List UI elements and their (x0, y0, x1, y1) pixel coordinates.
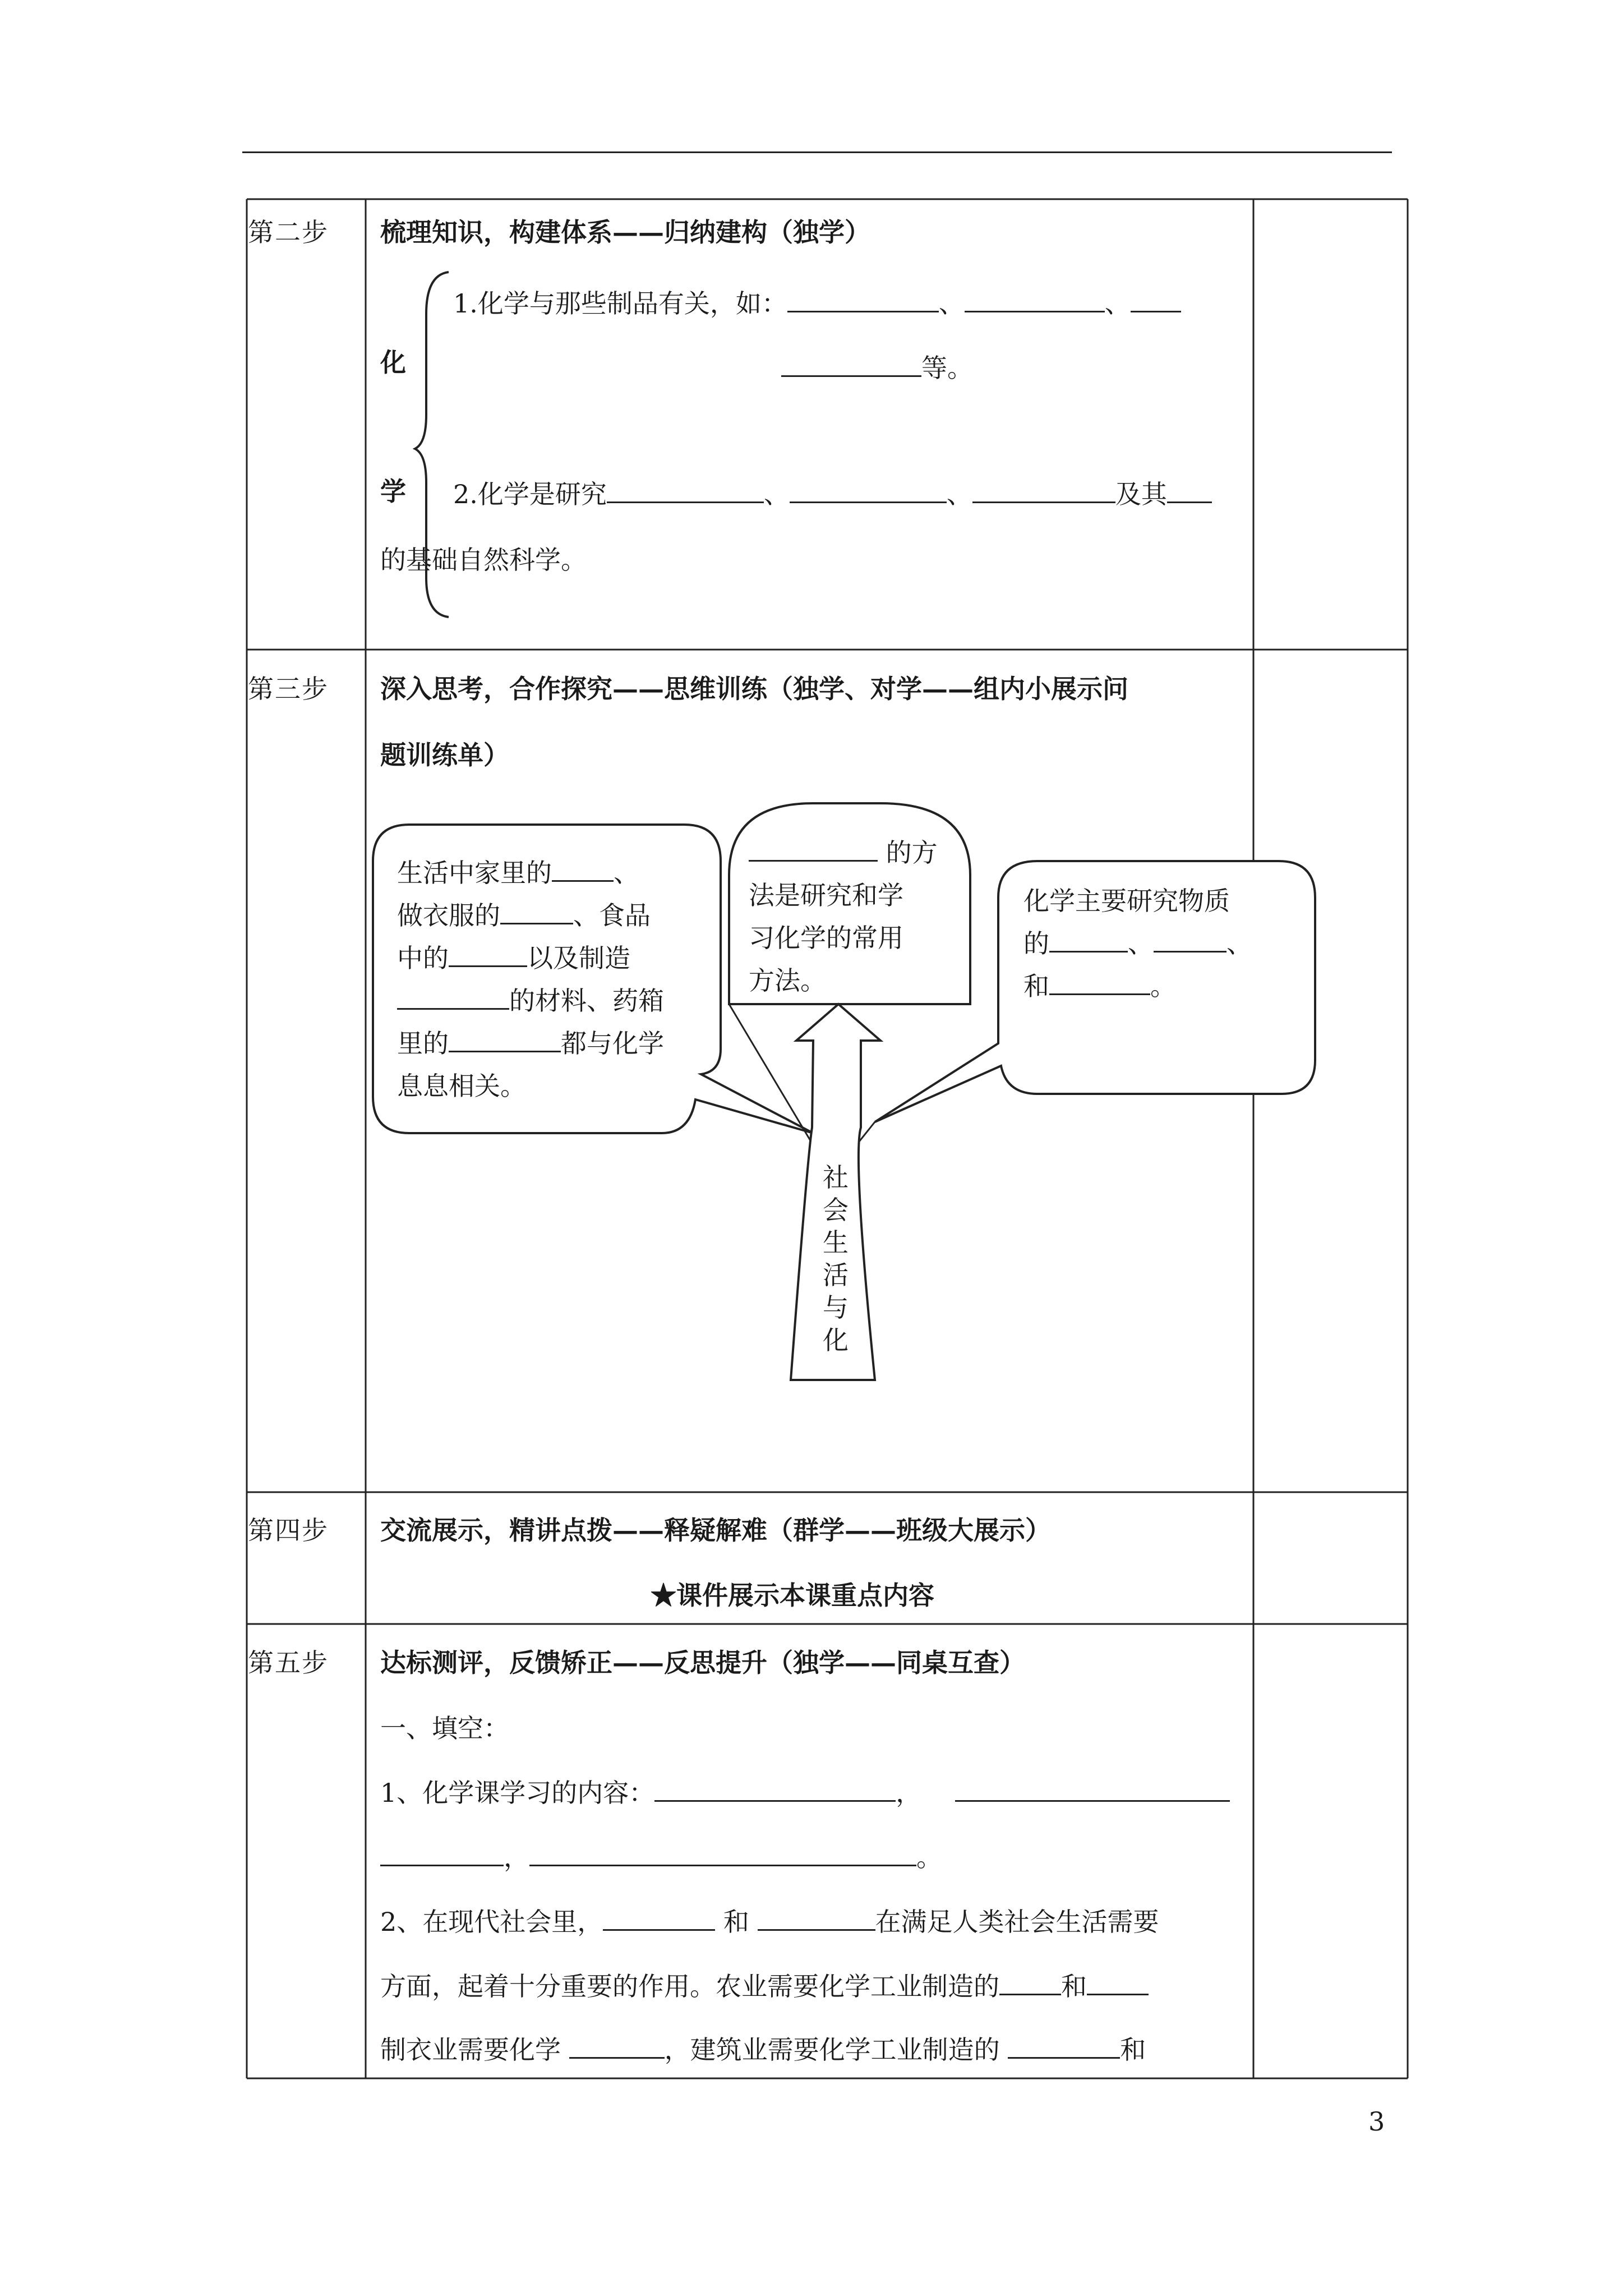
answer-blank[interactable] (787, 286, 939, 312)
center-bubble-text: 的方 法是研究和学 习化学的常用 方法。 (749, 831, 938, 1002)
step2-item2: 2.化学是研究 、 、 及其 (453, 474, 1212, 511)
answer-blank[interactable] (603, 1904, 715, 1931)
answer-blank[interactable] (1049, 926, 1128, 953)
step3-label: 第三步 (248, 674, 329, 704)
answer-blank[interactable] (1131, 286, 1181, 312)
right-bubble-text: 化学主要研究物质 的 、 、 和 。 (1023, 886, 1252, 1001)
answer-blank[interactable] (965, 286, 1105, 312)
step4-line2: ★课件展示本课重点内容 (651, 1580, 934, 1611)
answer-blank[interactable] (749, 835, 878, 862)
step2-item1-cont: 等。 (781, 348, 973, 385)
answer-blank[interactable] (1049, 969, 1150, 995)
step5-q2-line1: 2、在现代社会里， 和 在满足人类社会生活需要 (380, 1902, 1159, 1939)
step2-heading: 梳理知识，构建体系——归纳建构（独学） (380, 217, 870, 247)
answer-blank[interactable] (607, 477, 764, 503)
step5-q1: 1、化学课学习的内容： ， (380, 1773, 1230, 1810)
page-number: 3 (1368, 2106, 1385, 2137)
answer-blank[interactable] (654, 1775, 896, 1802)
answer-blank[interactable] (1154, 926, 1227, 953)
answer-blank[interactable] (500, 898, 573, 924)
answer-blank[interactable] (972, 477, 1115, 503)
answer-blank[interactable] (955, 1775, 1230, 1802)
step2-side-char-1: 化 (380, 347, 406, 378)
answer-blank[interactable] (1008, 2032, 1120, 2059)
answer-blank[interactable] (781, 351, 921, 377)
answer-blank[interactable] (529, 1840, 916, 1866)
step4-label: 第四步 (248, 1515, 329, 1545)
answer-blank[interactable] (380, 1840, 504, 1866)
arrow-text: 社 会 生 活 与 化 (823, 1162, 849, 1355)
step2-label: 第二步 (248, 217, 329, 247)
step5-label: 第五步 (248, 1648, 329, 1678)
answer-blank[interactable] (1087, 1969, 1149, 1995)
answer-blank[interactable] (1167, 477, 1212, 503)
step2-item1: 1.化学与那些制品有关，如： 、 、 (453, 283, 1181, 320)
answer-blank[interactable] (449, 941, 527, 967)
answer-blank[interactable] (449, 1026, 561, 1052)
step4-heading: 交流展示，精讲点拨——释疑解难（群学——班级大展示） (380, 1515, 1051, 1545)
step5-section: 一、填空： (380, 1713, 509, 1743)
answer-blank[interactable] (758, 1904, 875, 1931)
answer-blank[interactable] (552, 855, 614, 882)
step3-heading-line1: 深入思考，合作探究——思维训练（独学、对学——组内小展示问 (380, 674, 1128, 704)
step2-side-char-2: 学 (380, 476, 406, 507)
step5-q2-line3: 制衣业需要化学 ，建筑业需要化学工业制造的 和 (380, 2030, 1146, 2067)
answer-blank[interactable] (790, 477, 947, 503)
step2-item2-end: 的基础自然科学。 (380, 545, 587, 575)
answer-blank[interactable] (397, 983, 509, 1010)
left-bubble-text: 生活中家里的 、 做衣服的 、食品 中的 以及制造 的材料、药箱 里的 都与化学 息息相关。 (397, 852, 664, 1107)
step5-q1-cont: ， 。 (380, 1837, 942, 1874)
step5-q2-line2: 方面，起着十分重要的作用。农业需要化学工业制造的 和 (380, 1966, 1149, 2003)
answer-blank[interactable] (999, 1969, 1061, 1995)
step5-heading: 达标测评，反馈矫正——反思提升（独学——同桌互查） (380, 1648, 1025, 1678)
answer-blank[interactable] (569, 2032, 665, 2059)
step3-heading-line2: 题训练单） (380, 740, 509, 770)
